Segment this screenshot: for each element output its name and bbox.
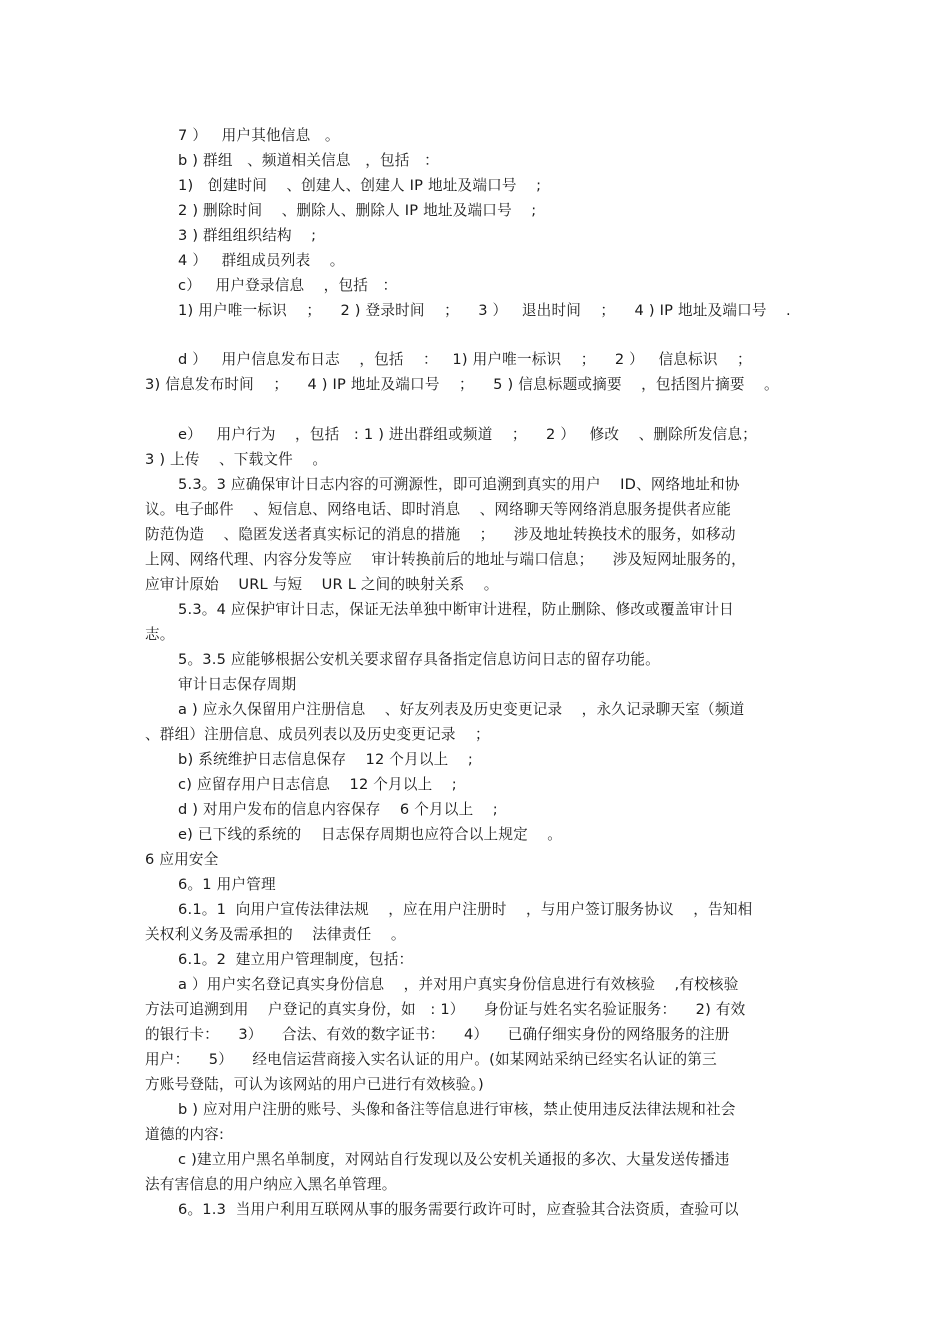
text-line: 1) 用户唯一标识 ； 2 ) 登录时间 ； 3 ） 退出时间 ； 4 ) IP 地址及端口号 .: [178, 302, 791, 319]
text-line: 5。3.5 应能够根据公安机关要求留存具备指定信息访问日志的留存功能。: [178, 651, 660, 668]
text-line: 7 ） 用户其他信息 。: [178, 127, 340, 144]
text-line: b ) 应对用户注册的账号、头像和备注等信息进行审核，禁止使用违反法律法规和社会: [178, 1101, 736, 1118]
text-line: 5.3。4 应保护审计日志，保证无法单独中断审计进程，防止删除、修改或覆盖审计日: [178, 601, 734, 618]
section-heading: 6。1 用户管理: [178, 876, 276, 893]
text-line: 3) 信息发布时间 ； 4 ) IP 地址及端口号 ； 5 ) 信息标题或摘要 ，包括图片摘要 。: [145, 376, 779, 393]
text-line: 、群组）注册信息、成员列表以及历史变更记录 ；: [145, 726, 490, 743]
text-line: 应审计原始 URL 与短 UR L 之间的映射关系 。: [145, 576, 499, 593]
text-line: 2 ) 删除时间 、删除人、删除人 IP 地址及端口号 ;: [178, 202, 537, 219]
text-line: 道德的内容:: [145, 1126, 225, 1143]
section-heading: 审计日志保存周期: [178, 676, 297, 693]
text-line: 防范伪造 、隐匿发送者真实标记的消息的措施 ； 涉及地址转换技术的服务，如移动: [145, 526, 736, 543]
text-line: d ) 对用户发布的信息内容保存 6 个月以上 ;: [178, 801, 498, 818]
text-line: 1) 创建时间 、创建人、创建人 IP 地址及端口号 ;: [178, 177, 542, 194]
text-line: 关权利义务及需承担的 法律责任 。: [145, 926, 406, 943]
text-line: 3 ) 上传 、下载文件 。: [145, 451, 328, 468]
text-line: 用户： 5） 经电信运营商接入实名认证的用户。(如某网站采纳已经实名认证的第三: [145, 1051, 717, 1068]
text-line: 议。电子邮件 、短信息、网络电话、即时消息 、网络聊天等网络消息服务提供者应能: [145, 501, 732, 518]
text-line: 方账号登陆，可认为该网站的用户已进行有效核验。): [145, 1076, 484, 1093]
text-line: b ) 群组 、频道相关信息 ，包括 ：: [178, 152, 439, 169]
text-line: 6。1.3 当用户利用互联网从事的服务需要行政许可时，应查验其合法资质，查验可以: [178, 1201, 739, 1218]
text-line: c） 用户登录信息 ，包括 ：: [178, 277, 398, 294]
text-line: c) 应留存用户日志信息 12 个月以上 ;: [178, 776, 457, 793]
text-line: c )建立用户黑名单制度，对网站自行发现以及公安机关通报的多次、大量发送传播违: [178, 1151, 730, 1168]
text-line: b) 系统维护日志信息保存 12 个月以上 ;: [178, 751, 473, 768]
text-line: d ） 用户信息发布日志 ，包括 ： 1) 用户唯一标识 ； 2 ） 信息标识 ；: [178, 351, 752, 368]
text-line: 6.1。1 向用户宣传法律法规 ，应在用户注册时 ，与用户签订服务协议 ，告知相: [178, 901, 753, 918]
text-line: 方法可追溯到用 户登记的真实身份，如 : 1） 身份证与姓名实名验证服务： 2) 有效: [145, 1001, 746, 1018]
text-line: 5.3。3 应确保审计日志内容的可溯源性，即可追溯到真实的用户 ID、网络地址和协: [178, 476, 740, 493]
text-line: e) 已下线的系统的 日志保存周期也应符合以上规定 。: [178, 826, 563, 843]
text-line: 上网、网络代理、内容分发等应 审计转换前后的地址与端口信息； 涉及短网址服务的，: [145, 551, 746, 568]
text-line: a ）用户实名登记真实身份信息 ，并对用户真实身份信息进行有效核验 ,有校核验: [178, 976, 739, 993]
text-line: 3 ) 群组组织结构 ;: [178, 227, 317, 244]
text-line: 4 ） 群组成员列表 。: [178, 252, 345, 269]
text-line: 法有害信息的用户纳应入黑名单管理。: [145, 1176, 397, 1193]
text-line: 6.1。2 建立用户管理制度，包括：: [178, 951, 414, 968]
section-heading: 6 应用安全: [145, 851, 219, 868]
text-line: a ) 应永久保留用户注册信息 、好友列表及历史变更记录 ，永久记录聊天室（频道: [178, 701, 745, 718]
text-line: 志。: [145, 626, 175, 643]
text-line: 的银行卡： 3） 合法、有效的数字证书： 4） 已确仔细实身份的网络服务的注册: [145, 1026, 730, 1043]
text-line: e） 用户行为 ，包括 : 1 ) 进出群组或频道 ； 2 ） 修改 、删除所发信息；: [178, 426, 757, 443]
